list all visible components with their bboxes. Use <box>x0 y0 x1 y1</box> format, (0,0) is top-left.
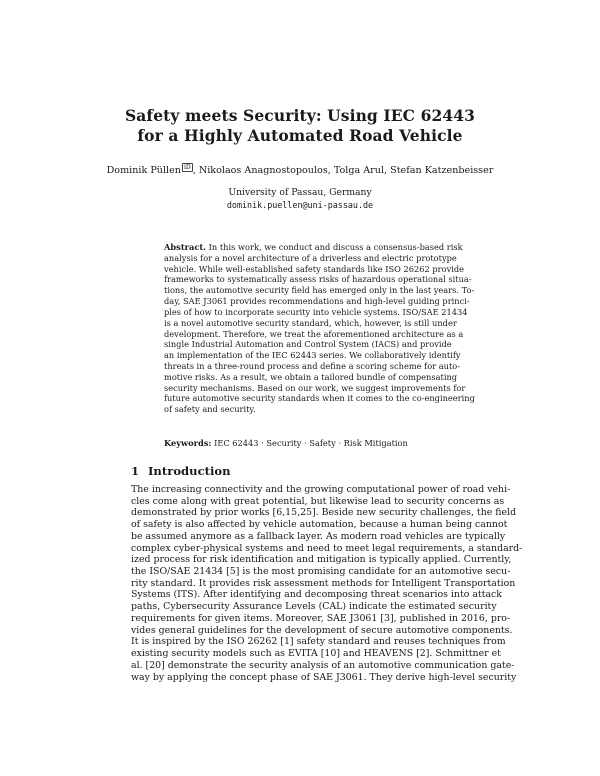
title-line: Safety meets Security: Using IEC 62443 <box>125 106 475 125</box>
keywords-label: Keywords: <box>164 438 212 448</box>
abstract-line: security mechanisms. Based on our work, we suggest improvements for <box>164 382 466 393</box>
paper-title <box>100 106 500 146</box>
body-line: be assumed anymore as a fallback layer. As modern road vehicles are typically <box>131 530 506 542</box>
keywords <box>164 438 436 448</box>
body-line: of safety is also affected by vehicle automation, because a human being cannot <box>131 519 508 531</box>
abstract-line: single Industrial Automation and Control System (IACS) and provide <box>164 339 452 350</box>
body-line: demonstrated by prior works [6,15,25]. Beside new security challenges, the field <box>131 507 517 519</box>
body-line: ized process for risk identification and mitigation is typically applied. Currently, <box>131 554 512 566</box>
abstract-line: analysis for a novel architecture of a driverless and electric prototype <box>164 252 457 263</box>
abstract-line: ples of how to incorporate security into vehicle systems. ISO/SAE 21434 <box>164 306 468 317</box>
affiliation-block <box>150 186 450 212</box>
first-author: Dominik Püllen <box>106 165 181 176</box>
body-line: Systems (ITS). After identifying and decomposing threat scenarios into attack <box>131 589 502 601</box>
body-line: vides general guidelines for the development of secure automotive components. <box>131 624 513 636</box>
section-number: 1 <box>131 464 140 478</box>
abstract-label: Abstract. <box>164 242 207 252</box>
abstract-line: day, SAE J3061 provides recommendations and high-level guiding princi- <box>164 296 470 307</box>
orcid-icon[interactable]: iD <box>183 164 191 171</box>
abstract-line: threats in a three-round process and define a scoring scheme for auto- <box>164 360 461 371</box>
affiliation: University of Passau, Germany <box>228 187 372 198</box>
body-line: existing security models such as EVITA [10] and HEAVENS [2]. Schmittner et <box>131 648 501 660</box>
abstract-line: motive risks. As a result, we obtain a tailored bundle of compensating <box>164 371 458 382</box>
body-line: way by applying the concept phase of SAE J3061. They derive high-level security <box>131 671 517 683</box>
keywords-text: IEC 62443 · Security · Safety · Risk Mitigation <box>214 438 408 448</box>
abstract-line: vehicle. While well-established safety standards like ISO 26262 provide <box>164 263 465 274</box>
section-heading <box>131 464 231 478</box>
author-list <box>90 163 510 176</box>
body-line: complex cyber-physical systems and need to meet legal requirements, a standard- <box>131 542 523 554</box>
abstract-line: of safety and security. <box>164 404 256 415</box>
intro-paragraph <box>131 484 523 683</box>
body-line: The increasing connectivity and the growing computational power of road vehi- <box>131 484 511 495</box>
section-title: Introduction <box>148 464 231 478</box>
abstract-first-line: In this work, we conduct and discuss a consensus-based risk <box>208 242 463 252</box>
abstract-line: tions, the automotive security field has emerged only in the last years. To- <box>164 285 475 296</box>
author-email[interactable]: dominik.puellen@uni-passau.de <box>226 200 374 210</box>
title-line: for a Highly Automated Road Vehicle <box>137 126 463 145</box>
body-line: paths, Cybersecurity Assurance Levels (CAL) indicate the estimated security <box>131 601 497 613</box>
body-line: requirements for given items. Moreover, SAE J3061 [3], published in 2016, pro- <box>131 612 511 624</box>
abstract <box>164 242 475 415</box>
abstract-line: is a novel automotive security standard, which, however, is still under <box>164 317 457 328</box>
body-line: It is inspired by the ISO 26262 [1] safety standard and reuses techniques from <box>131 636 506 648</box>
body-line: al. [20] demonstrate the security analysis of an automotive communication gate- <box>131 659 515 671</box>
abstract-line <box>164 242 463 253</box>
body-line: the ISO/SAE 21434 [5] is the most promising candidate for an automotive secu- <box>131 566 511 578</box>
other-authors: , Nikolaos Anagnostopoulos, Tolga Arul, Stefan Katzenbeisser <box>192 165 494 176</box>
abstract-line: development. Therefore, we treat the aforementioned architecture as a <box>164 328 464 339</box>
abstract-line: an implementation of the IEC 62443 series. We collaboratively identify <box>164 350 461 361</box>
body-line: rity standard. It provides risk assessment methods for Intelligent Transportation <box>131 577 516 589</box>
abstract-line: frameworks to systematically assess risks of hazardous operational situa- <box>164 274 472 285</box>
body-line: cles come along with great potential, but likewise lead to security concerns as <box>131 495 505 507</box>
abstract-line: future automotive security standards when it comes to the co-engineering <box>164 393 475 404</box>
